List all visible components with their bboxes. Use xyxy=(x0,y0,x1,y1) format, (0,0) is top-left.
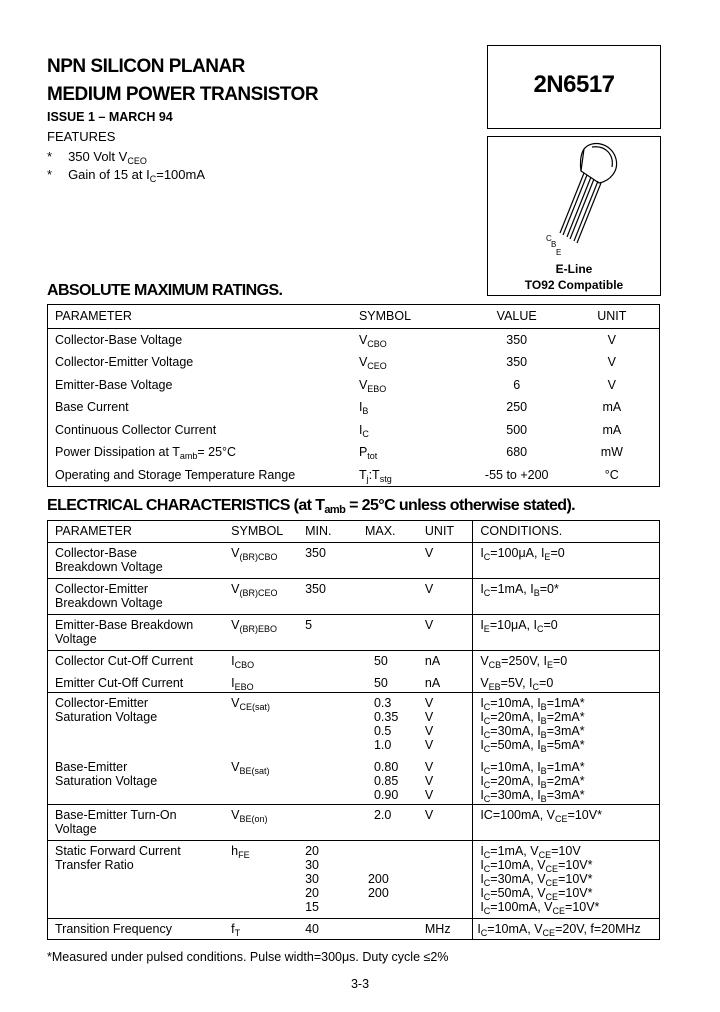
table-row: Transition Frequency $f_T$ 40 MHz $I_C=10mA$, $V_{CE}=20V$, f=20MHz xyxy=(48,919,660,940)
table-row: Power Dissipation at $T_{amb}= 25^\circ C$ $P_{tot}$ 680 mW xyxy=(55,445,623,461)
elec-table xyxy=(47,520,660,940)
table-header-row: PARAMETER SYMBOL VALUE UNIT xyxy=(48,305,660,329)
table-row: Static Forward Current Transfer Ratio $h_{FE}$ 20 30 30 20 15 200 200 $I_C=1mA$, $V_{CE}=10V$ $I_C=10mA$, $V_{CE}=10V*$ $I_C=30mA$, $V_{CE}=10V*$ $I_C=50mA$, $V_{CE}=10V*$ $I_C=100mA$, $V_{CE}=10V*$ xyxy=(48,841,660,919)
table-row: Emitter Cut-Off Current $I_{EBO}$ 50 nA $V_{EB}=5V$, $I_C=0$ xyxy=(48,673,660,693)
table-row: Collector-Emitter Saturation Voltage $V_{CE(sat)}$ 0.3 0.35 0.5 1.0 V V V V $I_C=10mA$, $I_B=1mA*$ $I_C=20mA$, $I_B=2mA*$ $I_C=30mA$, $I_B=3mA*$ $I_C=50mA$, $I_B=5mA*$ xyxy=(48,693,660,757)
table-row: Emitter-Base Voltage $V_{EBO}$ 6 V xyxy=(55,377,616,394)
abs-max-heading: ABSOLUTE MAXIMUM RATINGS. xyxy=(47,282,283,299)
package-compat: TO92 Compatible xyxy=(524,278,624,292)
table-row: Collector-Emitter Breakdown Voltage $V_{(BR)CEO}$ 350 V $I_C=1mA$, $I_B=0*$ xyxy=(48,579,660,615)
elec-heading: ELECTRICAL CHARACTERISTICS (at $T_{amb} = 25^\circ C$ unless otherwise stated). xyxy=(47,497,576,516)
title-line-1: NPN SILICON PLANAR xyxy=(47,56,245,77)
table-row: Base Current $I_B$ 250 mA xyxy=(55,400,622,416)
feature-item: * 350 Volt $V_{CEO}$ xyxy=(47,149,147,166)
table-row: Base-Emitter Saturation Voltage $V_{BE(sat)}$ 0.80 0.85 0.90 V V V $I_C=10mA$, $I_B=1mA*$ $I_C=20mA$, $I_B=2mA*$ $I_C=30mA$, $I_B=3mA*$ xyxy=(48,757,660,805)
pin-label-c: C xyxy=(546,234,552,243)
table-row: Emitter-Base Breakdown Voltage $V_{(BR)EBO}$ 5 V $I_E=10\mu A$, $I_C=0$ xyxy=(48,615,660,651)
abs-max-table xyxy=(47,304,660,487)
package-name: E-Line xyxy=(555,262,593,276)
pin-label-b: B xyxy=(551,240,557,249)
page-number: 3-3 xyxy=(350,977,370,991)
table-row: Collector-Emitter Voltage $V_{CEO}$ 350 V xyxy=(55,355,616,371)
part-number: 2N6517 xyxy=(533,71,615,98)
footnote: *Measured under pulsed conditions. Pulse width=300μs. Duty cycle ≤2% xyxy=(47,950,449,964)
table-header-row: PARAMETER SYMBOL MIN. MAX. UNIT CONDITIONS. xyxy=(48,521,660,543)
table-row: Collector Cut-Off Current $I_{CBO}$ 50 nA $V_{CB}=250V$, $I_E=0$ xyxy=(48,651,660,673)
package-box xyxy=(487,136,661,296)
table-row: Base-Emitter Turn-On Voltage $V_{BE(on)}$ 2.0 V IC=100mA, $V_{CE}=10V*$ xyxy=(48,805,660,841)
table-row: Collector-Base Breakdown Voltage $V_{(BR)CBO}$ 350 V $I_C=100\mu A$, $I_E=0$ xyxy=(48,543,660,579)
part-number-box xyxy=(487,45,661,129)
pin-label-e: E xyxy=(556,248,562,257)
table-row: Collector-Base Voltage $V_{CBO}$ 350 V xyxy=(55,332,616,349)
to92-package-drawing xyxy=(488,137,660,257)
issue-line: ISSUE 1 – MARCH 94 xyxy=(47,110,173,124)
features-heading: FEATURES xyxy=(47,129,116,144)
feature-item: * Gain of 15 at $I_C=100mA$ xyxy=(47,167,206,184)
title-line-2: MEDIUM POWER TRANSISTOR xyxy=(47,84,319,105)
table-row: Operating and Storage Temperature Range $T_j:T_{stg}$ -55 to +200 °C xyxy=(55,467,619,484)
table-row: Continuous Collector Current $I_C$ 500 mA xyxy=(55,422,622,439)
